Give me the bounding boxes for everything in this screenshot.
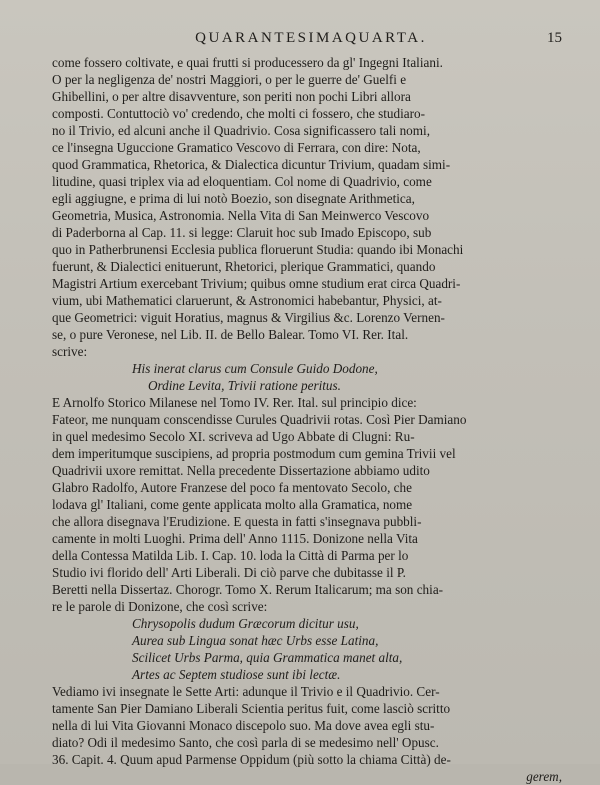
text-line: Beretti nella Dissertaz. Chorogr. Tomo X. Rerum Italicarum; ma son chia- (52, 582, 444, 597)
text-line: quod Grammatica, Rhetorica, & Dialectica dicuntur Trivium, quadam simi- (52, 157, 451, 172)
text-line: 36. Capit. 4. Quum apud Parmense Oppidum (più sotto la chiama Città) de- (52, 752, 451, 767)
text-line: Glabro Radolfo, Autore Franzese del poco fa mentovato Secolo, che (52, 480, 412, 495)
body-text (52, 54, 570, 785)
text-line: diato? Odi il medesimo Santo, che così parla di se medesimo nell' Opusc. (52, 735, 439, 750)
text-line: Magistri Artium exercebant Trivium; quibus omne studium erat circa Quadri- (52, 276, 461, 291)
text-line: Fateor, me nunquam conscendisse Curules Quadrivii rotas. Così Pier Damiano (52, 412, 467, 427)
text-line: Quadrivii uxore remittat. Nella precedente Dissertazione abbiamo udito (52, 463, 430, 478)
text-line: scrive: (52, 344, 88, 359)
text-line: camente in molti Luoghi. Prima dell' Anno 1115. Donizone nella Vita (52, 531, 418, 546)
text-line: fuerunt, & Dialectici enituerunt, Rhetorici, plerique Grammatici, quando (52, 259, 436, 274)
text-line: nella di lui Vita Giovanni Monaco discepolo suo. Ma dove avea egli stu- (52, 718, 435, 733)
text-line: tamente San Pier Damiano Liberali Scientia peritus fuit, come lasciò scritto (52, 701, 451, 716)
text-line: re le parole di Donizone, che così scrive: (52, 599, 268, 614)
text-line: Geometria, Musica, Astronomia. Nella Vita di San Meinwerco Vescovo (52, 208, 430, 223)
text-line: que Geometrici: viguit Horatius, magnus & Virgilius &c. Lorenzo Vernen- (52, 310, 445, 325)
text-line: se, o pure Veronese, nel Lib. II. de Bello Balear. Tomo VI. Rer. Ital. (52, 327, 409, 342)
text-line: no il Trivio, ed alcuni anche il Quadrivio. Cosa significassero tali nomi, (52, 123, 430, 138)
text-line: composti. Contuttociò vo' credendo, che molti ci fossero, che studiaro- (52, 106, 426, 121)
text-line: quo in Patherbrunensi Ecclesia publica floruerunt Studia: quando ibi Monachi (52, 242, 464, 257)
page-number: 15 (547, 30, 562, 46)
text-line: Vediamo ivi insegnate le Sette Arti: adunque il Trivio e il Quadrivio. Cer- (52, 684, 440, 699)
verse-line: Artes ac Septem studiose sunt ibi lectæ. (132, 667, 341, 682)
verse-line: Ordine Levita, Trivii ratione peritus. (148, 378, 341, 393)
text-line: egli aggiugne, e prima di lui notò Boezio, son disegnate Arithmetica, (52, 191, 415, 206)
text-line: gerem, (526, 769, 562, 784)
text-line: O per la negligenza de' nostri Maggiori, o per le guerre de' Guelfi e (52, 72, 407, 87)
running-title: QUARANTESIMAQUARTA. (195, 30, 427, 46)
running-header (52, 30, 570, 52)
text-line: Ghibellini, o per altre disavventure, son periti non pochi Libri allora (52, 89, 411, 104)
text-line: litudine, quasi triplex via ad eloquentiam. Col nome di Quadrivio, come (52, 174, 432, 189)
verse-line: Chrysopolis dudum Græcorum dicitur usu, (132, 616, 359, 631)
verse-line: Scilicet Urbs Parma, quia Grammatica manet alta, (132, 650, 403, 665)
text-line: vium, ubi Mathematici claruerunt, & Astronomici habebantur, Physici, at- (52, 293, 442, 308)
text-line: come fossero coltivate, e quai frutti si producessero da gl' Ingegni Italiani. (52, 55, 443, 70)
text-line: ce l'insegna Uguccione Gramatico Vescovo di Ferrara, con dire: Nota, (52, 140, 421, 155)
text-line: della Contessa Matilda Lib. I. Cap. 10. loda la Città di Parma per lo (52, 548, 409, 563)
verse-line: His inerat clarus cum Consule Guido Dodone, (132, 361, 378, 376)
text-line: che allora disegnava l'Erudizione. E questa in fatti s'insegnava pubbli- (52, 514, 422, 529)
text-line: in quel medesimo Secolo XI. scriveva ad Ugo Abbate di Clugni: Ru- (52, 429, 415, 444)
text-line: dem imperitumque suscipiens, ad propria postmodum cum gemina Trivii vel (52, 446, 456, 461)
text-line: E Arnolfo Storico Milanese nel Tomo IV. Rer. Ital. sul principio dice: (52, 395, 417, 410)
text-line: lodava gl' Italiani, come gente applicata molto alla Gramatica, nome (52, 497, 413, 512)
text-line: Studio ivi florido dell' Arti Liberali. Di ciò parve che dubitasse il P. (52, 565, 406, 580)
text-line: di Paderborna al Cap. 11. si legge: Claruit hoc sub Imado Episcopo, sub (52, 225, 432, 240)
verse-line: Aurea sub Lingua sonat hæc Urbs esse Latina, (132, 633, 379, 648)
